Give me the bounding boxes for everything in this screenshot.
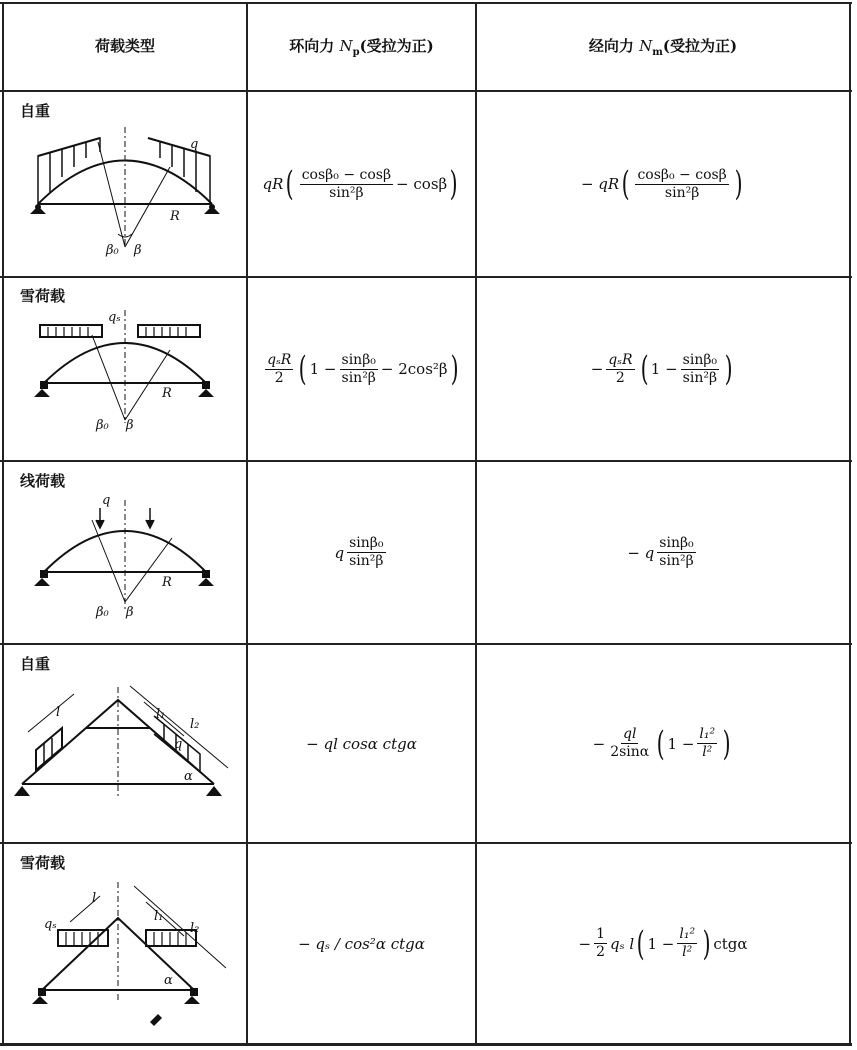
header-hoop-force: 环向力 $N_p$(受拉为正) [289,37,434,58]
svg-text:qₛ: qₛ [108,310,121,325]
header-load-type: 荷载类型 [94,37,155,55]
meridional-formula: − qR ( $\frac{\text{cosβ₀ − cosβ}}{\text{sin²β}}$ ) [580,164,743,204]
svg-text:q: q [190,137,199,152]
dome-line-load-diagram [20,490,240,620]
row-label: 雪荷载 [20,854,66,872]
table-border-left [2,2,4,1046]
meridional-formula: − $\frac{ql}{2\sin\alpha}$ ( 1 − $\frac{\text{l₁²}}{\text{l²}}$ ) [592,723,731,764]
svg-text:α: α [184,769,193,784]
svg-text:β: β [126,605,134,620]
hoop-formula: − ql cosα ctgα [306,734,417,753]
svg-text:q: q [174,737,183,752]
svg-text:l₁: l₁ [156,707,166,722]
pitched-self-weight-diagram [14,672,239,832]
svg-text:β₀: β₀ [96,605,109,620]
svg-text:β₀: β₀ [106,243,119,258]
meridional-formula: − $\frac{1}{2}$ qₛ l ( 1 − $\frac{\text{l₁²}}{\text{l²}}$ ) ctgα [578,923,748,964]
svg-text:l₁: l₁ [154,909,164,924]
table-border-right [849,2,851,1046]
header-meridional-force: 经向力 $N_m$(受拉为正) [588,37,738,58]
meridional-formula: − q $\frac{\text{sinβ₀}}{\text{sin²β}}$ [627,535,694,569]
hoop-formula: qR ( $\frac{\text{cosβ₀ − cosβ}}{\text{sin²β}}$ − cosβ ) [262,164,458,204]
table-border-bottom [0,1043,852,1046]
row-label: 自重 [20,655,51,673]
svg-text:β: β [126,418,134,433]
svg-text:q: q [102,493,111,508]
svg-text:α: α [164,973,173,988]
svg-text:l: l [92,891,97,906]
row-label: 雪荷载 [20,287,66,305]
svg-text:R: R [162,575,172,590]
hoop-formula: q $\frac{\text{sinβ₀}}{\text{sin²β}}$ [334,535,384,569]
svg-text:β₀: β₀ [96,418,109,433]
dome-snow-load-diagram [20,305,240,445]
hoop-formula: − qₛ / cos²α ctgα [298,934,425,953]
row-label: 自重 [20,102,51,120]
pitched-snow-load-diagram [14,872,239,1037]
dome-self-weight-diagram [20,122,240,262]
meridional-formula: − $\frac{\text{qₛR}}{2}$ ( 1 − $\frac{\text{sinβ₀}}{\text{sin²β}}$ ) [590,349,733,389]
hoop-formula: $\frac{\text{qₛR}}{2}$ ( 1 − $\frac{\text{sinβ₀}}{\text{sin²β}}$ − 2cos²β ) [267,349,459,389]
row-label: 线荷载 [20,472,66,490]
svg-text:qₛ: qₛ [44,917,57,932]
svg-text:l: l [56,705,61,720]
svg-text:l₂: l₂ [190,921,200,936]
svg-text:l₂: l₂ [190,717,200,732]
svg-text:R: R [162,386,172,401]
svg-text:β: β [134,243,142,258]
svg-text:R: R [170,209,180,224]
table-border-top [0,2,852,4]
